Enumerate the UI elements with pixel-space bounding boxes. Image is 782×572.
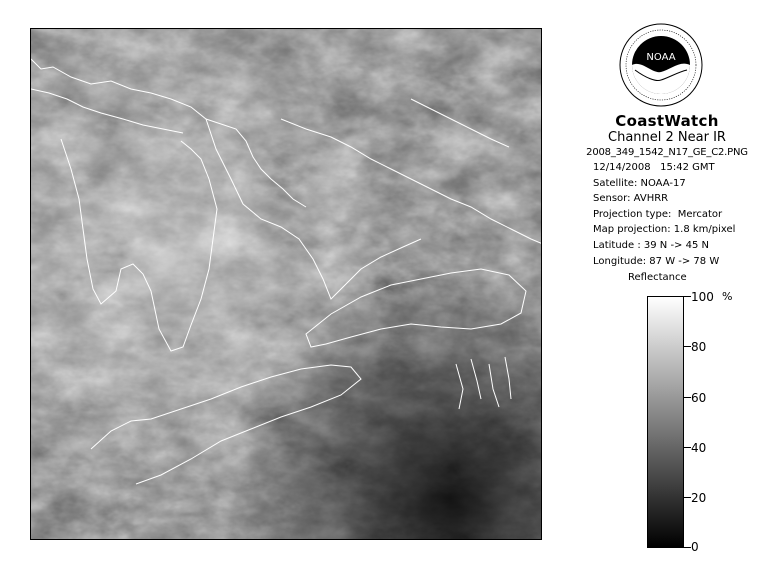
colorbar-tick-label: 60	[691, 391, 707, 405]
satellite-image	[31, 29, 542, 540]
colorbar-tick	[683, 447, 691, 448]
sensor-label: Sensor: AVHRR	[593, 193, 669, 205]
colorbar-tick-label: 40	[691, 441, 707, 455]
colorbar-title: Reflectance	[628, 272, 687, 283]
colorbar-tick	[683, 346, 691, 347]
datetime-label: 12/14/2008 15:42 GMT	[593, 162, 715, 173]
projection-type-label: Projection type: Mercator	[593, 208, 723, 220]
filename-label: 2008_349_1542_N17_GE_C2.PNG	[586, 147, 748, 158]
logo-text: NOAA	[646, 52, 676, 63]
longitude-label: Longitude: 87 W -> 78 W	[593, 255, 720, 267]
colorbar-tick	[683, 397, 691, 398]
satellite-image-panel	[30, 28, 542, 540]
map-projection-label: Map projection: 1.8 km/pixel	[593, 224, 736, 236]
header-info	[560, 112, 774, 160]
metadata-block	[593, 160, 735, 269]
colorbar-tick-label: 0	[691, 540, 699, 554]
colorbar-tick-label: 100	[691, 290, 714, 304]
colorbar-tick-label: 20	[691, 491, 707, 505]
product-title: CoastWatch	[615, 112, 719, 130]
latitude-label: Latitude : 39 N -> 45 N	[593, 239, 709, 251]
colorbar	[647, 296, 684, 548]
channel-label: Channel 2 Near IR	[608, 130, 726, 145]
noaa-logo	[618, 22, 704, 108]
colorbar-tick	[683, 296, 691, 297]
colorbar-tick	[683, 547, 691, 548]
colorbar-tick-label: 80	[691, 340, 707, 354]
satellite-label: Satellite: NOAA-17	[593, 177, 686, 189]
colorbar-unit: %	[722, 290, 733, 303]
colorbar-tick	[683, 497, 691, 498]
